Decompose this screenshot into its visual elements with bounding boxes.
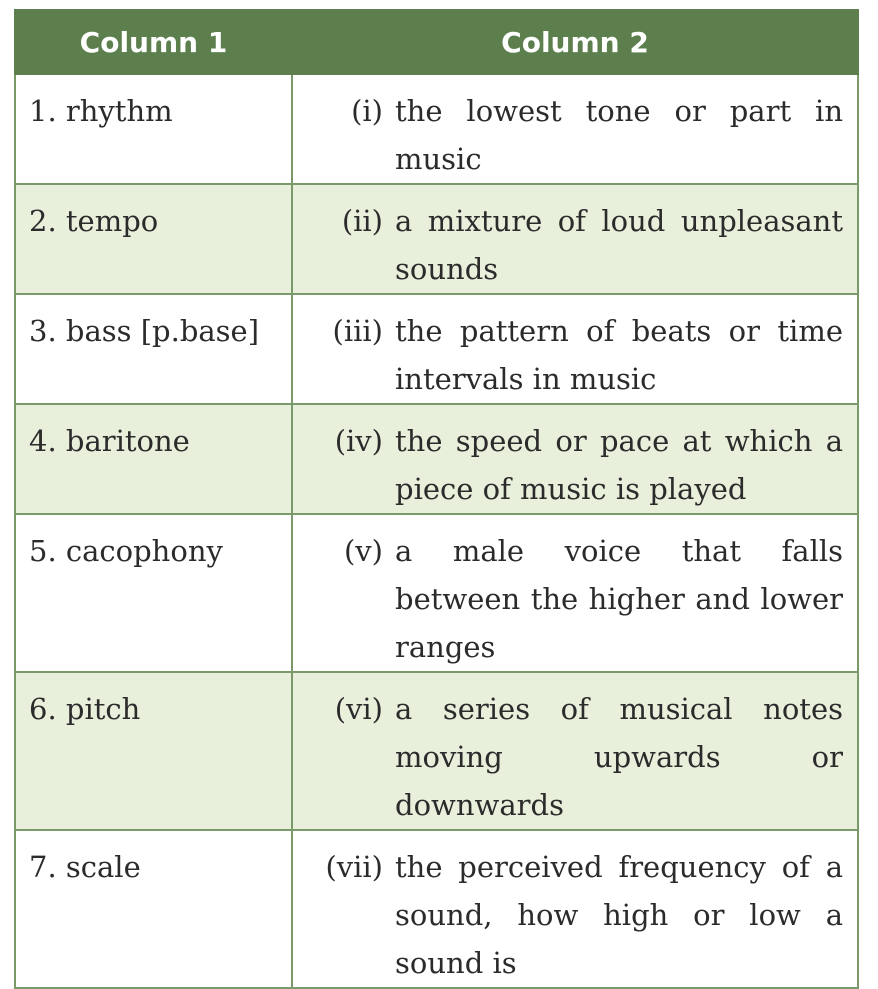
column-2-header: Column 2 [292, 10, 858, 74]
term-text: 5. cacophony [29, 534, 223, 568]
term-cell [15, 404, 292, 514]
definition-cell [292, 74, 858, 184]
definition-text: a mixture of loud unpleasant sounds [395, 204, 843, 286]
table-row [15, 404, 858, 514]
term-cell [15, 514, 292, 672]
term-cell [15, 184, 292, 294]
definition-number: (vi) [334, 692, 383, 726]
term-cell [15, 672, 292, 830]
matching-table-container [14, 9, 857, 989]
definition-text: the speed or pace at which a piece of music is played [395, 424, 843, 506]
term-text: 3. bass [p.base] [29, 314, 260, 348]
definition-number: (i) [351, 94, 383, 128]
term-text: 6. pitch [29, 692, 141, 726]
header-row [15, 10, 858, 74]
definition-cell [292, 404, 858, 514]
matching-table [14, 9, 859, 989]
definition-number: (iii) [332, 314, 383, 348]
definition-text: the perceived frequency of a sound, how high or low a sound is [395, 850, 843, 980]
term-text: 4. baritone [29, 424, 190, 458]
definition-number: (iv) [334, 424, 383, 458]
term-text: 2. tempo [29, 204, 159, 238]
definition-number: (v) [343, 534, 383, 568]
definition-text: the pattern of beats or time intervals in music [395, 314, 843, 396]
term-cell [15, 74, 292, 184]
definition-cell [292, 672, 858, 830]
term-cell [15, 294, 292, 404]
definition-text: a male voice that falls between the higher and lower ranges [395, 534, 843, 664]
column-1-header: Column 1 [15, 10, 292, 74]
table-row [15, 672, 858, 830]
table-row [15, 514, 858, 672]
definition-cell [292, 294, 858, 404]
definition-cell [292, 514, 858, 672]
table-row [15, 184, 858, 294]
definition-text: the lowest tone or part in music [395, 94, 843, 176]
term-text: 1. rhythm [29, 94, 173, 128]
definition-number: (ii) [341, 204, 383, 238]
definition-cell [292, 830, 858, 988]
table-row [15, 830, 858, 988]
table-row [15, 74, 858, 184]
term-cell [15, 830, 292, 988]
definition-cell [292, 184, 858, 294]
definition-number: (vii) [325, 850, 383, 884]
definition-text: a series of musical notes moving upwards or downwards [395, 692, 843, 822]
term-text: 7. scale [29, 850, 141, 884]
table-row [15, 294, 858, 404]
